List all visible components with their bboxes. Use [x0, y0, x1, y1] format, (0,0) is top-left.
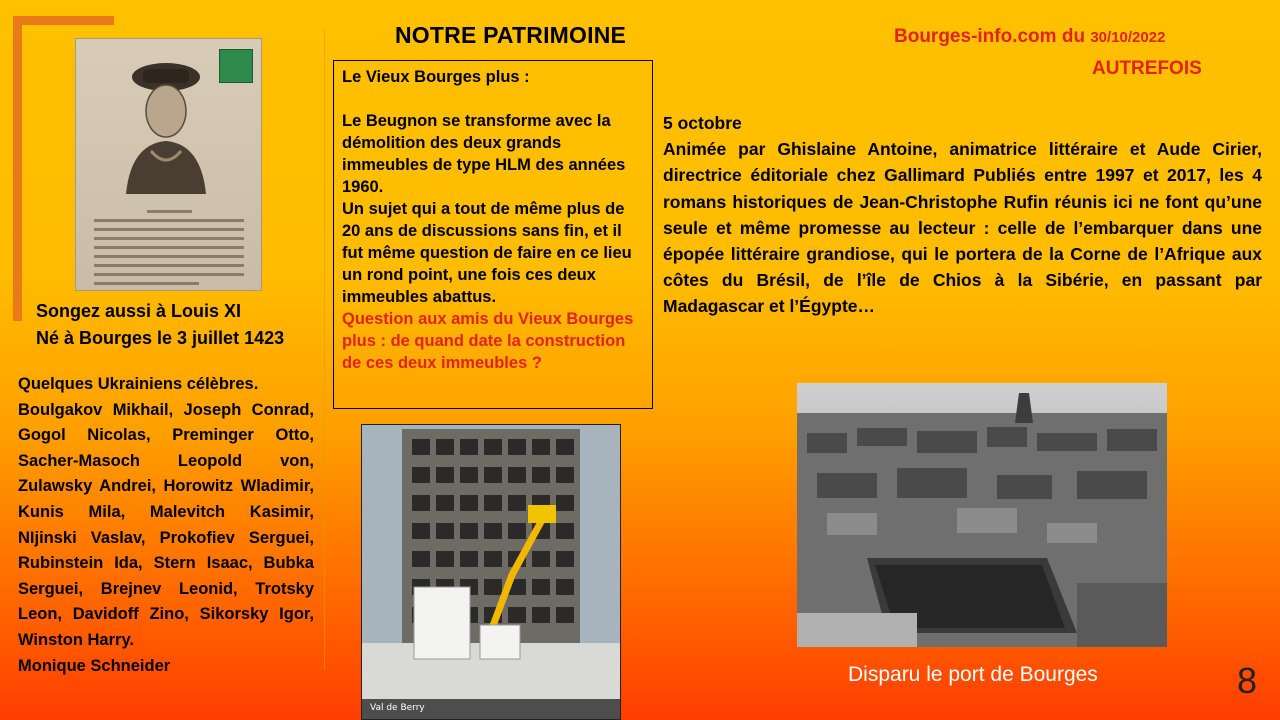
postcard-caption-text: [94, 204, 244, 291]
port-photo-caption: Disparu le port de Bourges: [848, 663, 1098, 686]
site-header: [894, 26, 1165, 48]
box-question: Question aux amis du Vieux Bourges plus : de quand date la construction de ces deux immeubles ?: [342, 310, 634, 372]
page-title: NOTRE PATRIMOINE: [395, 22, 627, 48]
louis-xi-portrait-image: [75, 38, 262, 291]
site-name: Bourges-info.com du: [894, 26, 1086, 47]
louis-xi-caption: [36, 298, 284, 352]
box-paragraph-2: Un sujet qui a tout de même plus de 20 ans de discussions sans fin, et il fut même question de faire en ce lieu un rond point, une fois ces deux immeubles abattus.: [342, 200, 632, 306]
ukrainians-list: Boulgakov Mikhail, Joseph Conrad, Gogol Nicolas, Preminger Otto, Sacher-Masoch Leopold von, Zulawsky Andrei, Horowitz Wladimir, Kunis Mila, Malevitch Kasimir, NIjinski Vaslav, Prokofiev Serguei, Rubinstein Ida, Stern Isaac, Bubka Serguei, Brejnev Leonid, Trotsky Leon, Davidoff Zino, Sikorsky Igor, Winston Harry.: [18, 400, 314, 649]
demolition-building-photo: [361, 424, 621, 720]
frame-bracket-top: [13, 16, 114, 25]
author-signature: Monique Schneider: [18, 656, 171, 675]
bourges-port-aerial-photo: [797, 383, 1167, 647]
page-number: 8: [1237, 660, 1258, 701]
ukrainians-title: Quelques Ukrainiens célèbres.: [18, 375, 259, 393]
column-divider: [324, 30, 325, 670]
postage-stamp-icon: [219, 49, 253, 83]
issue-date: 30/10/2022: [1090, 29, 1166, 46]
box-heading: Le Vieux Bourges plus :: [342, 68, 530, 86]
ukrainians-section: [18, 372, 314, 679]
building-illustration: [362, 425, 620, 719]
article-date: 5 octobre: [663, 113, 742, 133]
aerial-city-illustration: [797, 383, 1167, 647]
photo-watermark: Val de Berry: [370, 703, 425, 713]
box-paragraph-1: Le Beugnon se transforme avec la démolition des deux grands immeubles de type HLM des années 1960.: [342, 112, 626, 196]
vieux-bourges-box: [333, 60, 653, 409]
article-body: Animée par Ghislaine Antoine, animatrice littéraire et Aude Cirier, directrice éditoriale chez Gallimard Publiés entre 1997 et 2017, les 4 romans historiques de Jean-Christophe Rufin réunis ici ne font qu’une seule et même promesse au lecteur : celle de l’embarquer dans une épopée littéraire grandiose, qui le portera de la Corne de l’Afrique aux côtes du Brésil, de l’île de Chios à la Sibérie, en passant par Madagascar et l’Égypte…: [663, 139, 1262, 317]
event-article: [663, 110, 1262, 320]
louis-line-1: Songez aussi à Louis XI: [36, 301, 242, 321]
frame-bracket-left: [13, 16, 22, 321]
portrait-figure-icon: [121, 59, 211, 194]
louis-line-2: Né à Bourges le 3 juillet 1423: [36, 328, 285, 348]
section-label: AUTREFOIS: [1092, 58, 1202, 79]
